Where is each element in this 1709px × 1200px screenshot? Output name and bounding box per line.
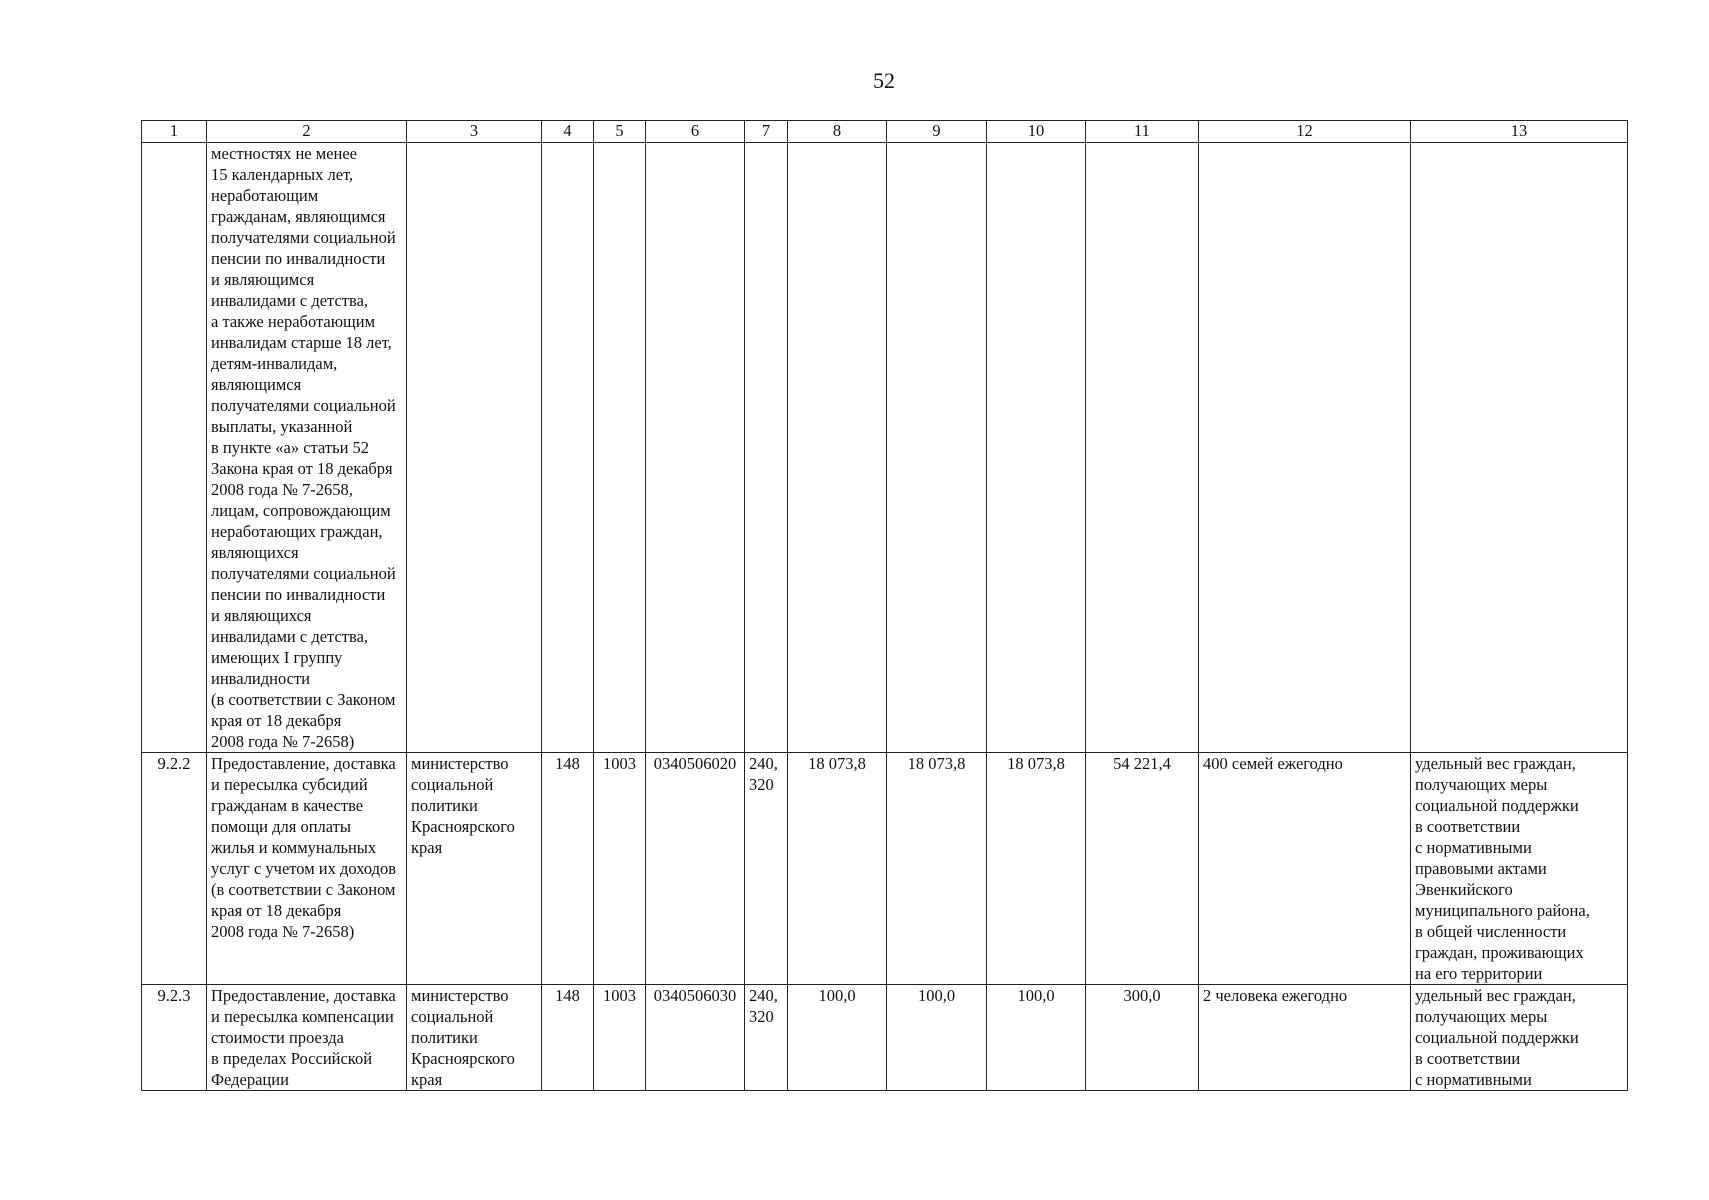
cell-amount: 18 073,8 bbox=[887, 753, 987, 985]
cell-executor: министерство социальной политики Красноярского края bbox=[407, 985, 542, 1091]
column-header: 9 bbox=[887, 121, 987, 143]
cell-csr: 0340506020 bbox=[646, 753, 745, 985]
cell-number: 9.2.2 bbox=[142, 753, 207, 985]
column-header: 1 bbox=[142, 121, 207, 143]
cell-csr bbox=[646, 143, 745, 753]
cell-executor bbox=[407, 143, 542, 753]
table-row bbox=[142, 985, 1628, 1091]
cell-number bbox=[142, 143, 207, 753]
column-header: 6 bbox=[646, 121, 745, 143]
column-header: 11 bbox=[1086, 121, 1199, 143]
column-header: 10 bbox=[987, 121, 1086, 143]
column-header: 5 bbox=[594, 121, 646, 143]
cell-description: Предоставление, доставка и пересылка компенсации стоимости проезда в пределах Российской Федерации bbox=[207, 985, 407, 1091]
cell-amount: 100,0 bbox=[788, 985, 887, 1091]
cell-number: 9.2.3 bbox=[142, 985, 207, 1091]
cell-description: местностях не менее 15 календарных лет, неработающим гражданам, являющимся получателями социальной пенсии по инвалидности и являющимся инвалидами с детства, а также неработающим инвалидам старше 18 лет, детям-инвалидам, являющимся получателями социальной выплаты, указанной в пункте «а» статьи 52 Закона края от 18 декабря 2008 года № 7-2658, лицам, сопровождающим неработающих граждан, являющихся получателями социальной пенсии по инвалидности и являющихся инвалидами с детства, имеющих I группу инвалидности (в соответствии с Законом края от 18 декабря 2008 года № 7-2658) bbox=[207, 143, 407, 753]
data-table bbox=[141, 120, 1628, 1091]
cell-vr bbox=[745, 143, 788, 753]
cell-result bbox=[1199, 143, 1411, 753]
cell-indicator: удельный вес граждан, получающих меры социальной поддержки в соответствии с нормативными правовыми актами Эвенкийского муниципального района, в общей численности граждан, проживающих на его территории bbox=[1411, 753, 1628, 985]
cell-total: 300,0 bbox=[1086, 985, 1199, 1091]
cell-executor: министерство социальной политики Красноярского края bbox=[407, 753, 542, 985]
cell-grbs bbox=[542, 143, 594, 753]
cell-amount: 100,0 bbox=[987, 985, 1086, 1091]
table-row-continuation bbox=[142, 143, 1628, 753]
column-header: 8 bbox=[788, 121, 887, 143]
column-header: 12 bbox=[1199, 121, 1411, 143]
column-header: 2 bbox=[207, 121, 407, 143]
cell-amount: 18 073,8 bbox=[788, 753, 887, 985]
table-header-row bbox=[142, 121, 1628, 143]
cell-amount: 100,0 bbox=[887, 985, 987, 1091]
cell-total: 54 221,4 bbox=[1086, 753, 1199, 985]
cell-rzpr: 1003 bbox=[594, 985, 646, 1091]
column-header: 4 bbox=[542, 121, 594, 143]
cell-amount: 18 073,8 bbox=[987, 753, 1086, 985]
cell-vr: 240, 320 bbox=[745, 985, 788, 1091]
cell-description: Предоставление, доставка и пересылка субсидий гражданам в качестве помощи для оплаты жилья и коммунальных услуг с учетом их доходов (в соответствии с Законом края от 18 декабря 2008 года № 7-2658) bbox=[207, 753, 407, 985]
cell-csr: 0340506030 bbox=[646, 985, 745, 1091]
cell-amount bbox=[788, 143, 887, 753]
cell-result: 400 семей ежегодно bbox=[1199, 753, 1411, 985]
page-number: 52 bbox=[873, 68, 895, 93]
cell-result: 2 человека ежегодно bbox=[1199, 985, 1411, 1091]
column-header: 13 bbox=[1411, 121, 1628, 143]
table-row bbox=[142, 753, 1628, 985]
cell-rzpr: 1003 bbox=[594, 753, 646, 985]
cell-grbs: 148 bbox=[542, 753, 594, 985]
cell-total bbox=[1086, 143, 1199, 753]
cell-amount bbox=[987, 143, 1086, 753]
cell-indicator: удельный вес граждан, получающих меры социальной поддержки в соответствии с нормативными bbox=[1411, 985, 1628, 1091]
cell-indicator bbox=[1411, 143, 1628, 753]
column-header: 7 bbox=[745, 121, 788, 143]
column-header: 3 bbox=[407, 121, 542, 143]
cell-grbs: 148 bbox=[542, 985, 594, 1091]
cell-vr: 240, 320 bbox=[745, 753, 788, 985]
cell-amount bbox=[887, 143, 987, 753]
cell-rzpr bbox=[594, 143, 646, 753]
